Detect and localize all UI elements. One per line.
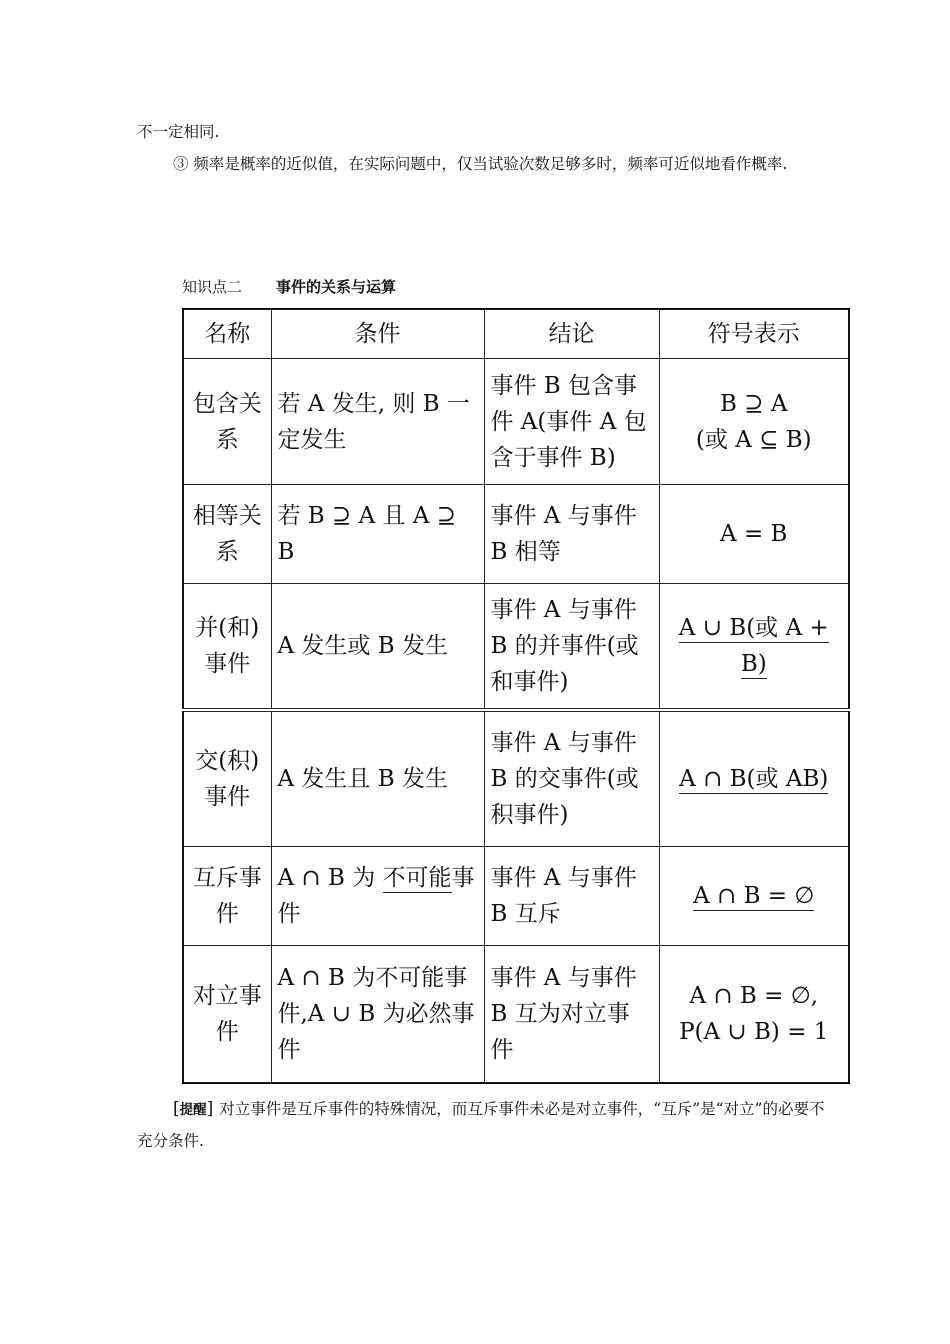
cell-condition: A 发生或 B 发生 bbox=[271, 584, 484, 711]
cell-condition bbox=[271, 847, 484, 946]
cell-symbol: A = B bbox=[659, 485, 849, 584]
cell-symbol bbox=[659, 359, 849, 485]
section-label: 知识点二 bbox=[182, 278, 243, 296]
condition-post: 事件 bbox=[277, 865, 475, 927]
tip-text: 对立事件是互斥事件的特殊情况，而互斥事件未必是对立事件，“互斥”是“对立”的必要不充分条件. bbox=[137, 1100, 825, 1150]
condition-pre: A ∩ B 为 bbox=[277, 865, 376, 891]
cell-symbol bbox=[659, 847, 849, 946]
symbol-alt: P(A ∪ B) = 1 bbox=[679, 1019, 829, 1045]
header-condition: 条件 bbox=[271, 309, 484, 359]
cell-condition: 若 A 发生, 则 B 一定发生 bbox=[271, 359, 484, 485]
symbol-underlined: A ∪ B(或 A + B) bbox=[678, 615, 829, 677]
symbol-main: A ∩ B = ∅, bbox=[689, 983, 819, 1009]
cell-symbol bbox=[659, 946, 849, 1084]
table-row bbox=[183, 584, 849, 711]
cell-condition: 若 B ⊇ A 且 A ⊇ B bbox=[271, 485, 484, 584]
paragraph-continuation: 不一定相同. bbox=[137, 123, 220, 141]
cell-name: 交(积)事件 bbox=[183, 710, 271, 847]
cell-conclusion: 事件 B 包含事件 A(事件 A 包含于事件 B) bbox=[484, 359, 659, 485]
cell-conclusion: 事件 A 与事件 B 互斥 bbox=[484, 847, 659, 946]
cell-conclusion: 事件 A 与事件 B 的交事件(或积事件) bbox=[484, 710, 659, 847]
symbol-alt: (或 A ⊆ B) bbox=[695, 426, 812, 453]
tip-note bbox=[137, 1094, 827, 1157]
cell-conclusion: 事件 A 与事件 B 相等 bbox=[484, 485, 659, 584]
symbol-main: B ⊇ A bbox=[720, 390, 788, 417]
table-row bbox=[183, 485, 849, 584]
cell-name: 包含关系 bbox=[183, 359, 271, 485]
cell-conclusion: 事件 A 与事件 B 的并事件(或和事件) bbox=[484, 584, 659, 711]
header-conclusion: 结论 bbox=[484, 309, 659, 359]
header-symbol: 符号表示 bbox=[659, 309, 849, 359]
cell-conclusion: 事件 A 与事件 B 互为对立事件 bbox=[484, 946, 659, 1084]
event-relations-table bbox=[182, 308, 850, 1084]
cell-name: 对立事件 bbox=[183, 946, 271, 1084]
paragraph-frequency-note: ③ 频率是概率的近似值，在实际问题中，仅当试验次数足够多时，频率可近似地看作概率. bbox=[173, 155, 788, 173]
cell-symbol bbox=[659, 584, 849, 711]
tip-tag-label: 提醒 bbox=[179, 1102, 207, 1118]
tip-tag: [提醒] bbox=[173, 1099, 214, 1119]
symbol-underlined: A ∩ B = ∅ bbox=[693, 883, 815, 909]
symbol-underlined: A ∩ B(或 AB) bbox=[679, 766, 829, 792]
cell-name: 互斥事件 bbox=[183, 847, 271, 946]
section-heading bbox=[182, 276, 396, 297]
table-header-row bbox=[183, 309, 849, 359]
table-row bbox=[183, 847, 849, 946]
header-name: 名称 bbox=[183, 309, 271, 359]
table-row bbox=[183, 710, 849, 847]
section-title: 事件的关系与运算 bbox=[276, 278, 397, 296]
cell-condition: A ∩ B 为不可能事件,A ∪ B 为必然事件 bbox=[271, 946, 484, 1084]
cell-name: 相等关系 bbox=[183, 485, 271, 584]
table-row bbox=[183, 946, 849, 1084]
cell-symbol bbox=[659, 710, 849, 847]
cell-condition: A 发生且 B 发生 bbox=[271, 710, 484, 847]
table-row bbox=[183, 359, 849, 485]
condition-underlined: 不可能 bbox=[382, 865, 452, 891]
cell-name: 并(和)事件 bbox=[183, 584, 271, 711]
